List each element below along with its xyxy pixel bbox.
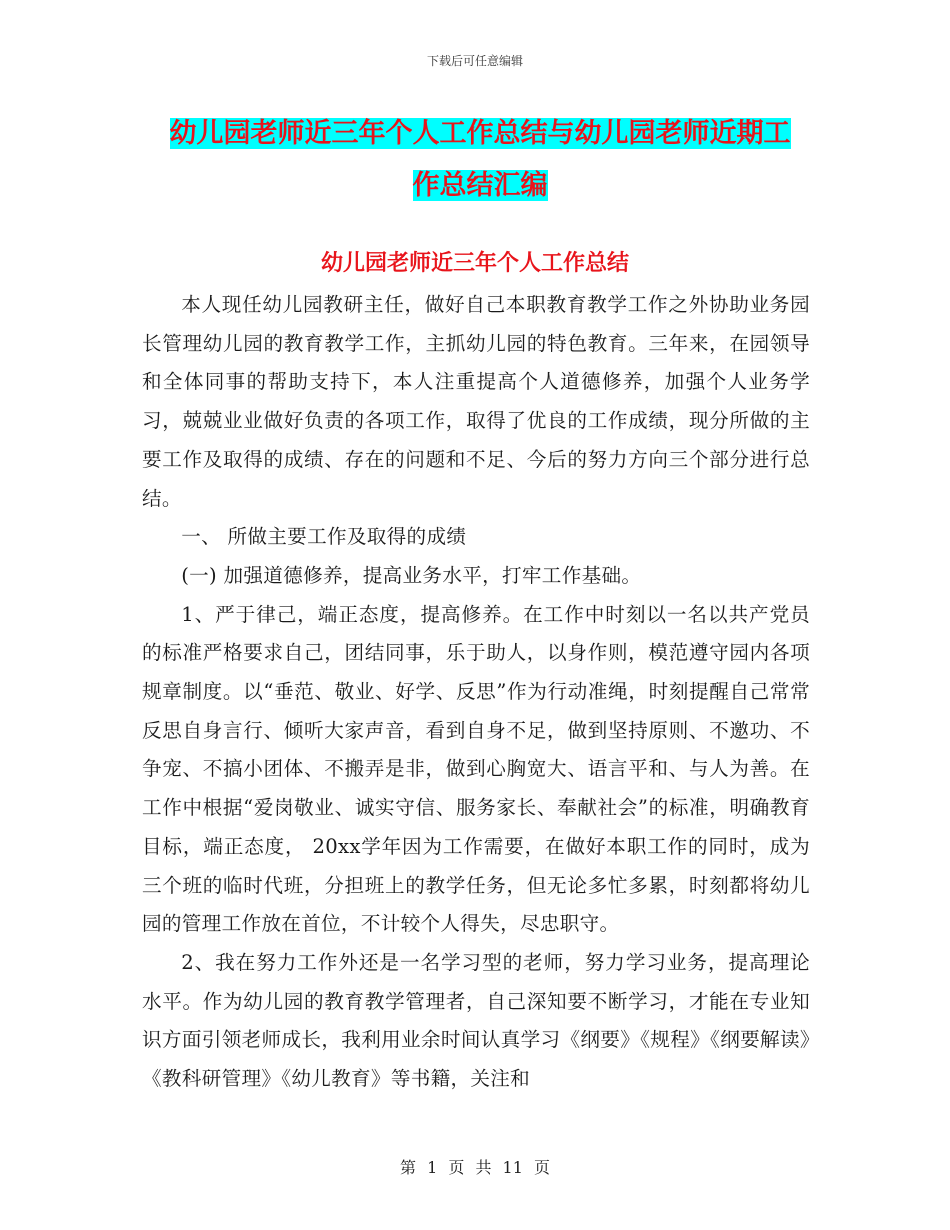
header-note: 下载后可任意编辑 (426, 54, 523, 68)
page-footer: 第 1 页 共 11 页 (400, 1158, 550, 1177)
title-line-2: 作总结汇编 (412, 170, 548, 201)
paragraph-intro: 本人现任幼儿园教研主任，做好自己本职教育教学工作之外协助业务园长管理幼儿园的教育教学工作，主抓幼儿园的特色教育。三年来，在园领导和全体同事的帮助支持下，本人注重提高个人道德修养，加强个人业务学习，兢兢业业做好负责的各项工作，取得了优良的工作成绩，现分所做的主要工作及取得的成绩、存在的问题和不足、今后的努力方向三个部分进行总结。 (142, 293, 810, 510)
paragraph-item-2: 2、我在努力工作外还是一名学习型的老师，努力学习业务，提高理论水平。作为幼儿园的教育教学管理者，自己深知要不断学习，才能在专业知识方面引领老师成长，我利用业余时间认真学习《纲要》《规程》《纲要解读》《教科研管理》《幼儿教育》等书籍，关注和 (142, 950, 810, 1091)
document-title (150, 108, 810, 212)
body-text (142, 286, 810, 1099)
paragraph-item-1: 1、严于律己，端正态度，提高修养。在工作中时刻以一名以共产党员的标准严格要求自己，团结同事，乐于助人，以身作则，模范遵守园内各项规章制度。以“垂范、敬业、好学、反思”作为行动准绳，时刻提醒自己常常反思自身言行、倾听大家声音，看到自身不足，做到坚持原则、不邀功、不争宠、不搞小团体、不搬弄是非，做到心胸宽大、语言平和、与人为善。在工作中根据“爱岗敬业、诚实守信、服务家长、奉献社会”的标准，明确教育目标，端正态度， 20xx学年因为工作需要，在做好本职工作的同时，成为三个班的临时代班，分担班上的教学任务，但无论多忙多累，时刻都将幼儿园的管理工作放在首位，不计较个人得失，尽忠职守。 (142, 602, 810, 936)
heading-subsection-one: (一) 加强道德修养，提高业务水平，打牢工作基础。 (181, 563, 642, 587)
section-title: 幼儿园老师近三年个人工作总结 (320, 251, 629, 276)
title-line-1: 幼儿园老师近三年个人工作总结与幼儿园老师近期工 (169, 118, 791, 149)
heading-part-one: 一、 所做主要工作及取得的成绩 (181, 525, 467, 549)
